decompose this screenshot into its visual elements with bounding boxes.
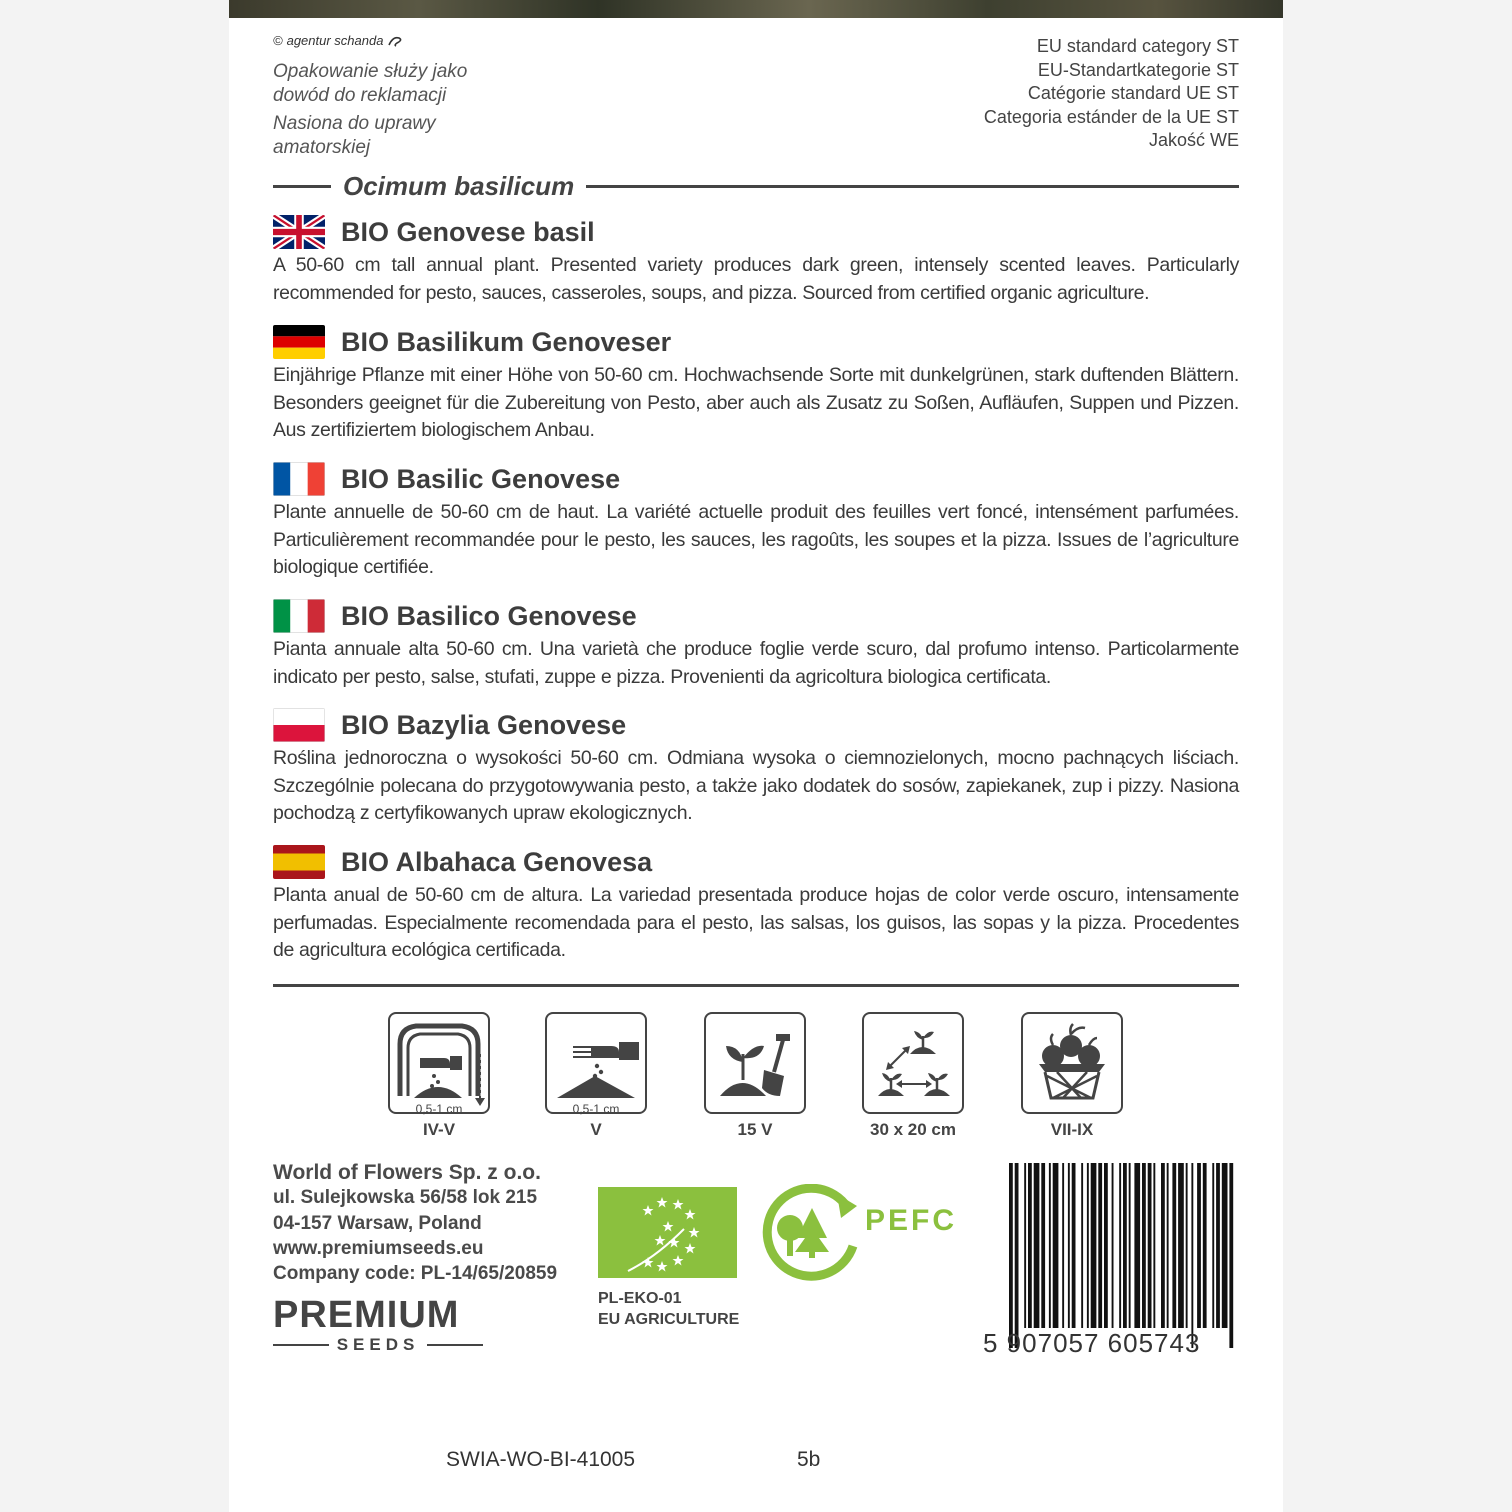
sowing-depth: 0,5-1 cm <box>415 1102 463 1116</box>
brand-main: PREMIUM <box>273 1294 460 1336</box>
icon-label: IV-V <box>422 1120 456 1139</box>
icon-label: V <box>590 1120 602 1139</box>
latin-rule-right <box>586 185 1239 188</box>
barcode <box>1005 1163 1239 1353</box>
icon-label: 15 V <box>737 1120 773 1139</box>
eu-category-list <box>984 35 1239 153</box>
company-street: ul. Sulejkowska 56/58 lok 215 <box>273 1187 538 1209</box>
eco-code: PL-EKO-01 <box>598 1290 682 1307</box>
section-text: Plante annuelle de 50-60 cm de haut. La variété actuelle produit des feuilles vert foncé, intensément parfumées. Particulièrement recommandée pour le pesto, les sauces, les ragoûts, les soupes et la pizza. Issues de l’agriculture biologique certifiée. <box>273 501 1239 578</box>
eu-category-pl: Jakość WE <box>1148 130 1239 150</box>
barcode-bar <box>1098 1163 1102 1328</box>
photo-strip <box>229 0 1283 18</box>
germany-flag-icon <box>273 325 325 359</box>
barcode-bar <box>1134 1163 1140 1328</box>
icon-harvest <box>1019 1012 1125 1140</box>
barcode-bar <box>1153 1163 1155 1328</box>
barcode-bar <box>1015 1163 1019 1348</box>
barcode-bar <box>1148 1163 1152 1328</box>
barcode-bar <box>1087 1163 1089 1328</box>
eu-category-en: EU standard category ST <box>1036 36 1239 56</box>
barcode-bar <box>1062 1163 1064 1328</box>
france-flag-icon <box>273 462 325 496</box>
section-title: BIO Albahaca Genovesa <box>341 846 653 877</box>
barcode-bar <box>1216 1163 1220 1328</box>
barcode-bar <box>1104 1163 1108 1328</box>
brand-logo <box>273 1295 483 1355</box>
barcode-bar <box>1072 1163 1076 1328</box>
barcode-bar <box>1178 1163 1184 1328</box>
spacing-icon <box>864 1014 962 1112</box>
section-text: Roślina jednoroczna o wysokości 50-60 cm. Odmiana wysoka o ciemnozielonych, mocno pachnących liściach. Szczególnie polecana do przygotowywania pesto, a także jako dodatek do sosów, zapiekanek, zup i pizzy. Nasiona pochodzą z certyfikowanych upraw ekologicznych. <box>273 747 1239 824</box>
pefc-text: PEFC <box>865 1204 958 1237</box>
company-city: 04-157 Warsaw, Poland <box>273 1212 482 1234</box>
poland-flag-icon <box>273 708 325 742</box>
seed-packet-back <box>229 0 1283 1512</box>
latin-rule-left <box>273 185 331 188</box>
barcode-bar <box>1091 1163 1097 1328</box>
section-pl <box>273 705 1239 828</box>
brand-sub: SEEDS <box>336 1335 420 1354</box>
barcode-bar <box>1229 1163 1233 1348</box>
section-text: Planta anual de 50-60 cm de altura. La variedad presentada produce hojas de color verde oscuro, intensamente perfumadas. Especialmente recomendada para el pesto, las salsas, los guisos, las sopas y la pizza. Procedentes de agricultura ecológica certificada. <box>273 884 1239 961</box>
section-title: BIO Basilico Genovese <box>341 600 637 631</box>
section-it <box>273 596 1239 691</box>
section-text: A 50-60 cm tall annual plant. Presented variety produces dark green, intensely scented leaves. Particularly recommended for pesto, sauces, casseroles, soups, and pizza. Sourced from certified organic agriculture. <box>273 254 1239 304</box>
section-title: BIO Genovese basil <box>341 216 595 247</box>
section-title: BIO Bazylia Genovese <box>341 709 627 740</box>
eu-organic-logo <box>598 1187 737 1278</box>
barcode-bar <box>1142 1163 1146 1328</box>
barcode-bar <box>1222 1163 1228 1328</box>
barcode-bar <box>1024 1163 1026 1328</box>
icon-planting <box>702 1012 808 1140</box>
sowing-depth: 0,5-1 cm <box>572 1102 620 1116</box>
section-de <box>273 322 1239 445</box>
barcode-bar <box>1034 1163 1040 1328</box>
barcode-bar <box>1081 1163 1083 1328</box>
latin-name-row <box>273 168 1239 204</box>
company-code: Company code: PL-14/65/20859 <box>273 1263 558 1285</box>
eu-organic-leaf-icon <box>598 1187 737 1278</box>
icon-outdoor-sowing <box>543 1012 649 1140</box>
icon-label: VII-IX <box>1050 1120 1094 1139</box>
barcode-bar <box>1161 1163 1165 1328</box>
section-text: Pianta annuale alta 50-60 cm. Una varietà che produce foglie verde scuro, dal profumo intenso. Particolarmente indicato per pesto, salse, stufati, zuppe e pizza. Provenienti da agricoltura biologica certificata. <box>273 638 1239 688</box>
section-fr <box>273 459 1239 582</box>
eco-certification <box>598 1288 739 1330</box>
cultivation-icons <box>386 1012 1126 1152</box>
barcode-bar <box>1041 1163 1045 1328</box>
section-divider <box>273 984 1239 987</box>
credit-logo-icon <box>387 35 405 47</box>
eu-category-de: EU-Standartkategorie ST <box>1037 59 1239 80</box>
section-en <box>273 212 1239 307</box>
company-website[interactable]: www.premiumseeds.eu <box>273 1237 484 1259</box>
barcode-bar <box>1049 1163 1051 1328</box>
product-code: SWIA-WO-BI-41005 <box>446 1448 636 1471</box>
barcode-bar <box>1172 1163 1176 1328</box>
barcode-bar <box>1212 1163 1214 1328</box>
harvest-basket-icon <box>1023 1014 1121 1112</box>
icon-label: 30 x 20 cm <box>869 1120 956 1139</box>
amateur-note: Nasiona do uprawy amatorskiej <box>273 113 436 158</box>
company-name: World of Flowers Sp. z o.o. <box>273 1161 541 1184</box>
barcode-bar <box>1197 1163 1201 1328</box>
section-title: BIO Basilikum Genoveser <box>341 326 672 357</box>
barcode-bar <box>1167 1163 1169 1328</box>
company-info <box>273 1160 557 1286</box>
barcode-bar <box>1068 1163 1070 1328</box>
eco-label: EU AGRICULTURE <box>598 1311 740 1328</box>
copyright-icon: © <box>273 33 283 48</box>
eu-category-fr: Catégorie standard UE ST <box>1027 83 1239 103</box>
icon-greenhouse-sowing <box>386 1012 492 1140</box>
pefc-logo-icon <box>757 1184 867 1284</box>
outdoor-sowing-icon <box>547 1014 645 1112</box>
eu-category-es: Categoria estánder de la UE ST <box>983 106 1239 127</box>
barcode-bar <box>1123 1163 1127 1328</box>
barcode-bar <box>1053 1163 1059 1328</box>
page-number: 5b <box>797 1448 821 1471</box>
section-es <box>273 842 1239 965</box>
barcode-number: 5 907057 605743 <box>983 1328 1201 1358</box>
icon-spacing <box>860 1012 966 1140</box>
latin-name: Ocimum basilicum <box>343 170 575 201</box>
planting-icon <box>706 1014 804 1112</box>
barcode-bar <box>1186 1163 1188 1328</box>
section-text: Einjährige Pflanze mit einer Höhe von 50-60 cm. Hochwachsende Sorte mit dunkelgrünen, stark duftenden Blättern. Besonders geeignet für die Zubereitung von Pesto, aber auch als Zusatz zu Soßen, Aufläufen, Suppen und Pizzen. Aus zertifiziertem biologischem Anbau. <box>273 364 1239 441</box>
photo-credit <box>273 33 405 48</box>
complaint-note: Opakowanie służy jako dowód do reklamacji <box>273 61 468 106</box>
spain-flag-icon <box>273 845 325 879</box>
barcode-bar <box>1119 1163 1121 1328</box>
italy-flag-icon <box>273 599 325 633</box>
credit-text: agentur schanda <box>286 33 384 48</box>
barcode-bar <box>1112 1163 1114 1328</box>
section-title: BIO Basilic Genovese <box>341 463 621 494</box>
barcode-bar <box>1203 1163 1207 1328</box>
barcode-bar <box>1129 1163 1131 1328</box>
barcode-bar <box>1191 1163 1193 1348</box>
uk-flag-icon <box>273 215 325 249</box>
greenhouse-sowing-icon <box>390 1014 488 1112</box>
barcode-bar <box>1028 1163 1032 1328</box>
barcode-bar <box>1009 1163 1013 1348</box>
